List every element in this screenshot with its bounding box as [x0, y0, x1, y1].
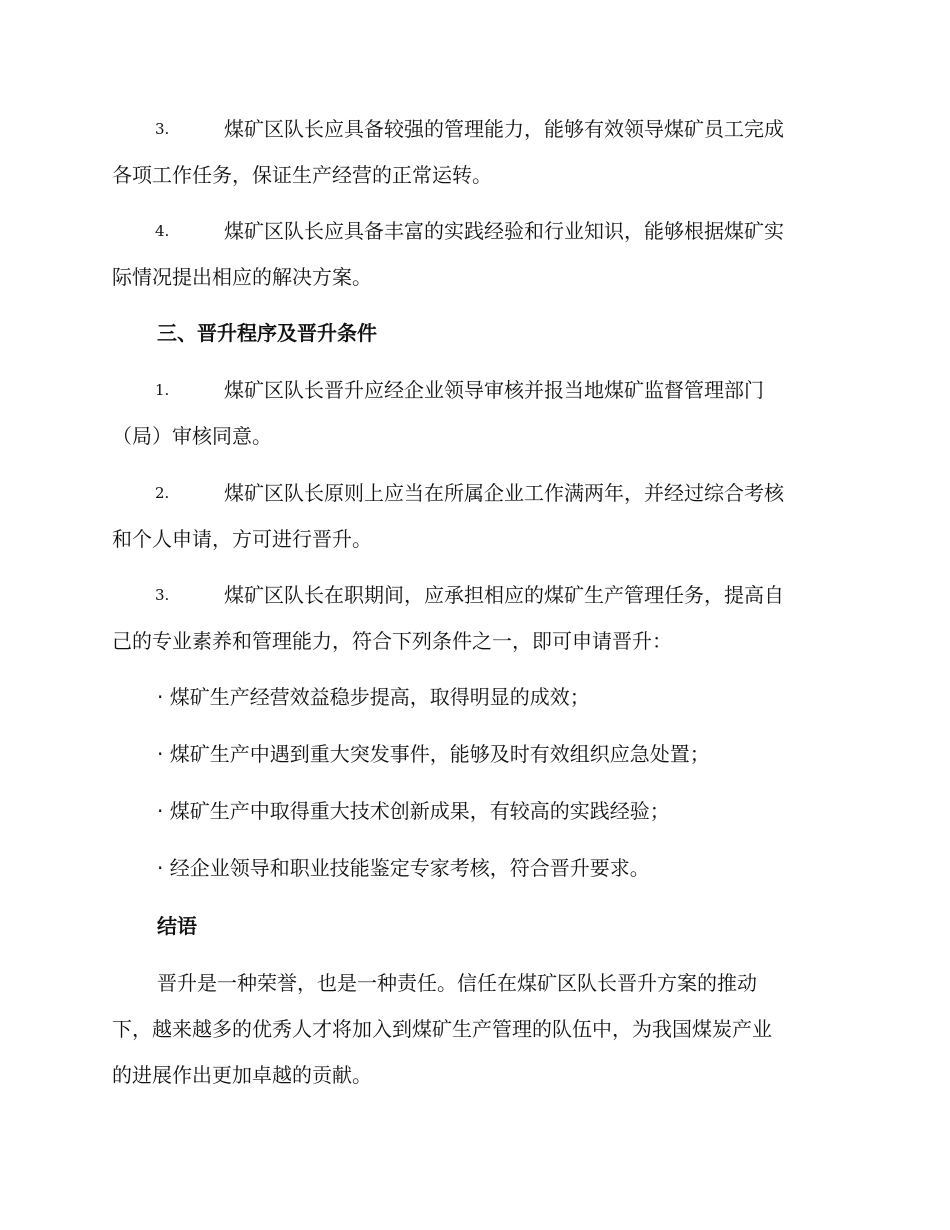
item-number: 4. — [155, 222, 170, 240]
item-text-line2: 各项工作任务，保证生产经营的正常运转。 — [112, 163, 492, 187]
item-number: 3. — [155, 586, 170, 604]
item-number: 2. — [155, 484, 170, 502]
item-text-line2: 际情况提出相应的解决方案。 — [112, 265, 372, 289]
conclusion-heading: 结语 — [157, 914, 197, 938]
list-item-3-conditions — [112, 572, 838, 664]
item-text-line2: 和个人申请，方可进行晋升。 — [112, 527, 372, 551]
bullet-item: · 经企业领导和职业技能鉴定专家考核，符合晋升要求。 — [157, 856, 650, 880]
bullet-item: · 煤矿生产中取得重大技术创新成果，有较高的实践经验； — [157, 799, 670, 823]
conclusion-line3: 的进展作出更加卓越的贡献。 — [112, 1063, 372, 1087]
bullet-item: · 煤矿生产经营效益稳步提高，取得明显的成效； — [157, 685, 590, 709]
item-text-line2: 己的专业素养和管理能力，符合下列条件之一，即可申请晋升： — [112, 629, 672, 653]
conclusion-line2: 下，越来越多的优秀人才将加入到煤矿生产管理的队伍中，为我国煤炭产业 — [112, 1017, 772, 1041]
list-item-2-tenure — [112, 470, 838, 562]
item-text-line1: 煤矿区队长原则上应当在所属企业工作满两年，并经过综合考核 — [224, 481, 784, 505]
list-item-1-approval — [112, 367, 838, 459]
bullet-item: · 煤矿生产中遇到重大突发事件，能够及时有效组织应急处置； — [157, 742, 710, 766]
item-text-line1: 煤矿区队长在职期间，应承担相应的煤矿生产管理任务，提高自 — [224, 583, 784, 607]
item-text-line1: 煤矿区队长应具备较强的管理能力，能够有效领导煤矿员工完成 — [224, 117, 784, 141]
list-item-4-experience — [112, 208, 838, 300]
section-heading-promotion: 三、晋升程序及晋升条件 — [157, 321, 377, 345]
item-number: 3. — [155, 120, 170, 138]
item-text-line2: （局）审核同意。 — [112, 424, 272, 448]
conclusion-line1: 晋升是一种荣誉，也是一种责任。信任在煤矿区队长晋升方案的推动 — [157, 971, 757, 995]
list-item-3-management — [112, 106, 838, 198]
conclusion-paragraph — [112, 960, 838, 1098]
item-text-line1: 煤矿区队长应具备丰富的实践经验和行业知识，能够根据煤矿实 — [224, 219, 784, 243]
item-text-line1: 煤矿区队长晋升应经企业领导审核并报当地煤矿监督管理部门 — [224, 378, 764, 402]
item-number: 1. — [155, 381, 170, 399]
